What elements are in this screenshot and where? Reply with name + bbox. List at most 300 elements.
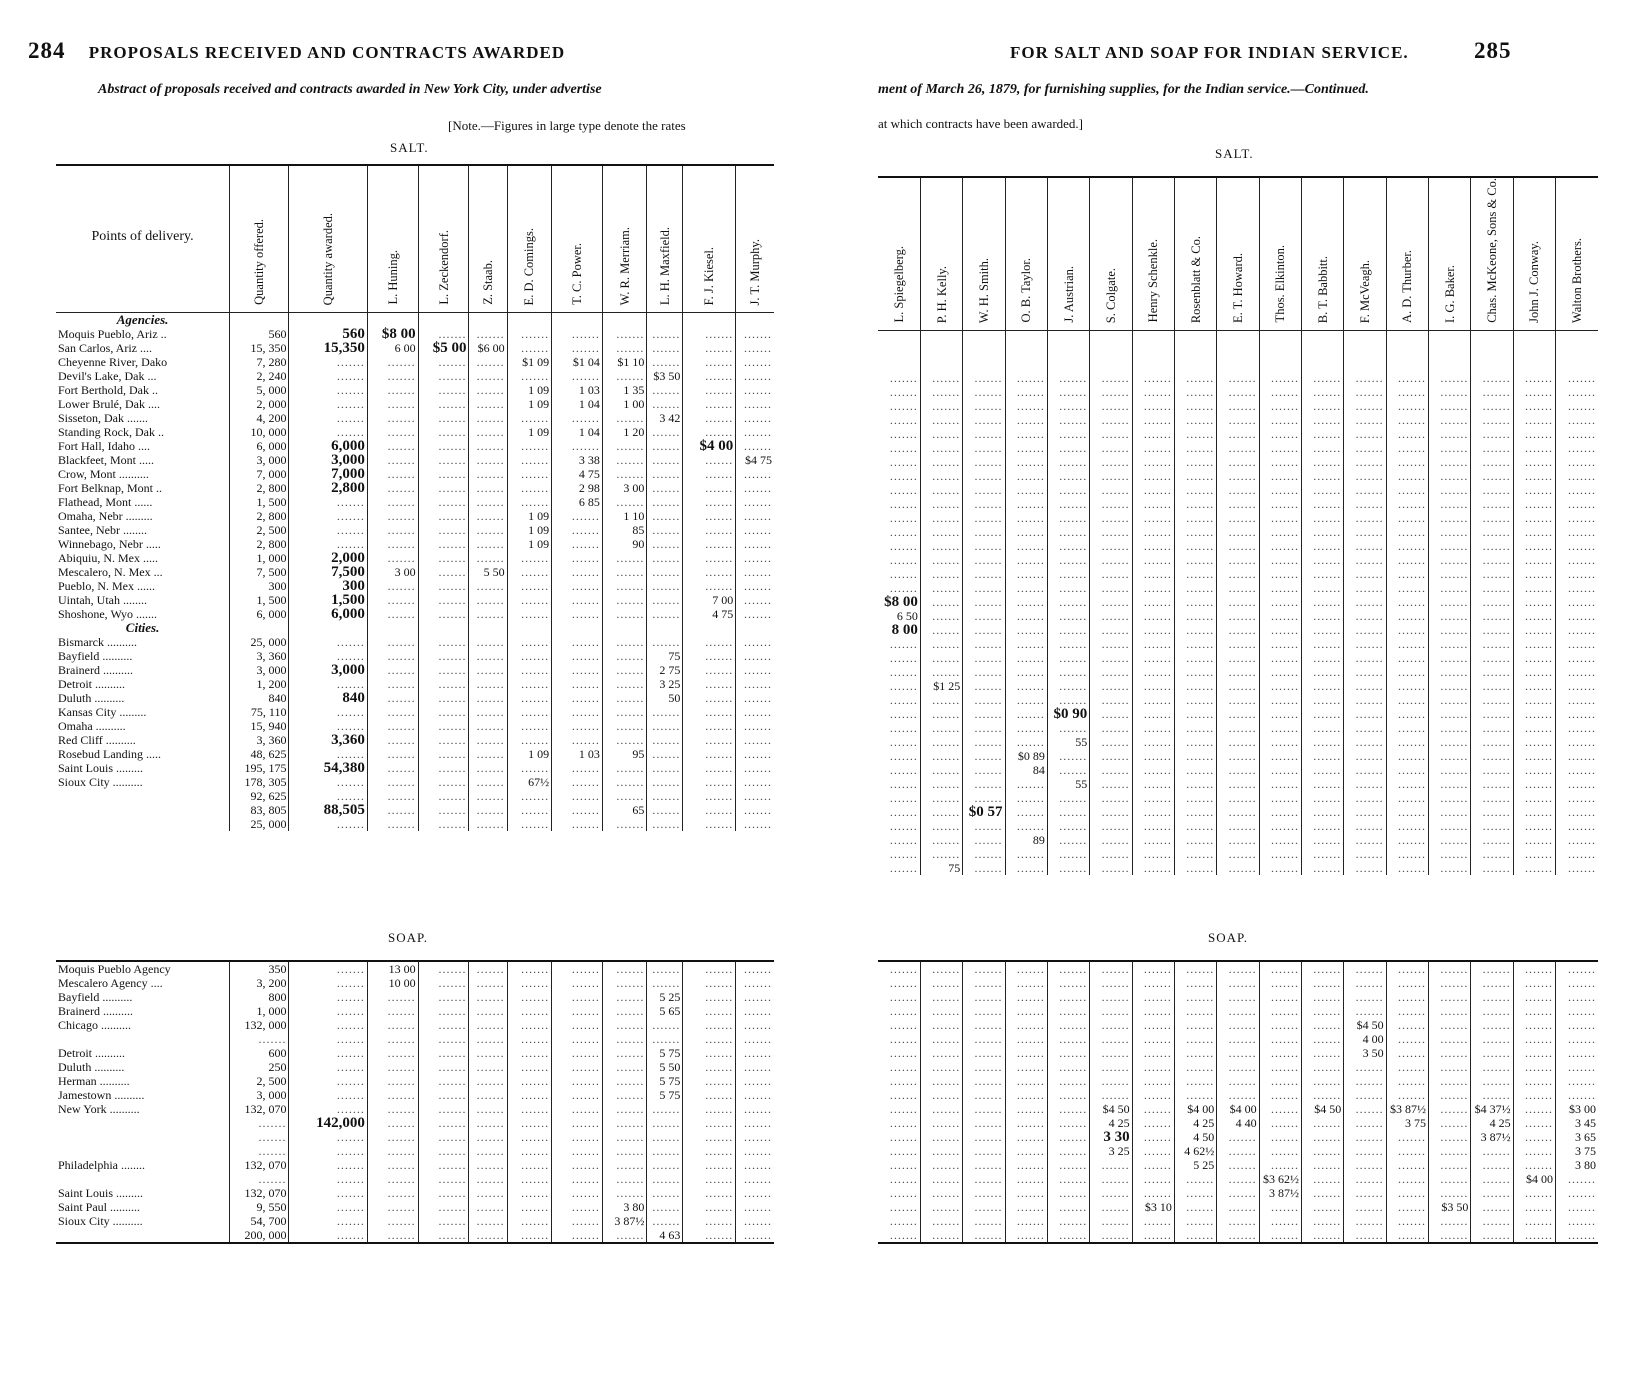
cell-value: .......: [963, 651, 1005, 665]
cell-value: .......: [1217, 1144, 1259, 1158]
cell-value: .......: [1344, 791, 1386, 805]
left-note: [Note.—Figures in large type denote the rates: [448, 118, 686, 133]
cell-value: 89: [1005, 833, 1047, 847]
cell-value: .......: [1047, 637, 1089, 651]
cell-value: .......: [1556, 595, 1599, 609]
cell-value: 300: [289, 579, 367, 593]
column-header-label: S. Colgate.: [1103, 267, 1118, 323]
cell-value: .......: [1428, 861, 1470, 875]
cell-value: .......: [1174, 623, 1216, 637]
cell-value: .......: [1471, 861, 1513, 875]
cell-value: .......: [1386, 1060, 1428, 1074]
cell-value: .......: [647, 383, 683, 397]
cell-value: .......: [1344, 511, 1386, 525]
cell-value: .......: [1132, 609, 1174, 623]
cell-value: .......: [367, 990, 418, 1004]
cell-value: .......: [1428, 609, 1470, 623]
cell-value: .......: [889, 818, 918, 833]
cell-value: .......: [1217, 735, 1259, 749]
column-header: [736, 165, 774, 313]
cell-value: .......: [367, 761, 418, 775]
cell-value: .......: [1090, 539, 1132, 553]
salt-row: [56, 537, 774, 551]
cell-value: .......: [1386, 399, 1428, 413]
cell-value: .......: [920, 805, 962, 819]
cell-value: .......: [1090, 721, 1132, 735]
cell-value: .......: [1047, 525, 1089, 539]
cell-value: .......: [1047, 371, 1089, 385]
cell-value: .......: [889, 1116, 918, 1130]
cell-value: .......: [1344, 623, 1386, 637]
cell-value: .......: [1428, 413, 1470, 427]
cell-value: .......: [736, 1088, 774, 1102]
cell-value: .......: [1513, 721, 1555, 735]
cell-value: .......: [1428, 1074, 1470, 1088]
cell-value: .......: [1344, 483, 1386, 497]
cell-value: .......: [1344, 609, 1386, 623]
cell-value: .......: [1471, 1032, 1513, 1046]
cell-value: .......: [1556, 581, 1599, 595]
cell-value: .......: [1428, 1130, 1470, 1144]
cell-value: .......: [1344, 819, 1386, 833]
cell-value: .......: [1259, 385, 1301, 399]
cell-value: 2, 240: [230, 369, 289, 383]
cell-value: 7, 000: [230, 467, 289, 481]
salt-row: [878, 567, 1598, 581]
cell-value: .......: [889, 510, 918, 525]
cell-value: .......: [1259, 847, 1301, 861]
column-header: [1556, 177, 1599, 330]
cell-value: .......: [736, 369, 774, 383]
cell-value: .......: [1428, 567, 1470, 581]
cell-value: .......: [1174, 413, 1216, 427]
right-header: [1010, 38, 1511, 64]
cell-value: .......: [1513, 805, 1555, 819]
soap-row: [878, 961, 1598, 976]
cell-value: .......: [1259, 483, 1301, 497]
right-page-number: 285: [1473, 38, 1512, 63]
cell-value: .......: [602, 817, 646, 831]
cell-value: 5 25: [1174, 1158, 1216, 1172]
cell-value: .......: [736, 789, 774, 803]
cell-value: .......: [367, 1004, 418, 1018]
cell-value: .......: [683, 663, 736, 677]
cell-value: .......: [963, 1144, 1005, 1158]
cell-value: 2, 500: [230, 523, 289, 537]
cell-value: .......: [1259, 609, 1301, 623]
cell-value: $1 25: [920, 679, 962, 693]
cell-value: .......: [1174, 833, 1216, 847]
cell-value: .......: [889, 720, 918, 735]
city-row: [56, 817, 774, 831]
cell-value: 4 25: [1174, 1116, 1216, 1130]
cell-value: .......: [920, 833, 962, 847]
cell-value: .......: [1047, 385, 1089, 399]
cell-value: .......: [1556, 1060, 1599, 1074]
cell-value: .......: [1301, 1046, 1343, 1060]
cell-value: $4 50: [1090, 1102, 1132, 1116]
empty-cell: [367, 313, 418, 328]
cell-value: .......: [469, 1088, 507, 1102]
cell-value: .......: [1471, 1158, 1513, 1172]
cell-value: .......: [683, 495, 736, 509]
cell-value: .......: [1132, 567, 1174, 581]
cell-value: .......: [1047, 1186, 1089, 1200]
cell-value: 4 25: [1471, 1116, 1513, 1130]
cell-value: .......: [647, 593, 683, 607]
cell-value: .......: [1513, 511, 1555, 525]
cell-value: .......: [1386, 497, 1428, 511]
cell-value: .......: [736, 1046, 774, 1060]
cell-value: $1 04: [552, 355, 603, 369]
cell-value: .......: [418, 1088, 469, 1102]
cell-value: .......: [1217, 777, 1259, 791]
cell-value: .......: [1132, 749, 1174, 763]
cell-value: .......: [920, 791, 962, 805]
cell-value: .......: [647, 733, 683, 747]
cell-value: .......: [602, 677, 646, 691]
cell-value: .......: [1132, 805, 1174, 819]
cell-value: .......: [552, 551, 603, 565]
cell-value: .......: [507, 635, 551, 649]
cell-value: .......: [507, 663, 551, 677]
cell-value: .......: [1090, 371, 1132, 385]
cell-value: .......: [736, 1200, 774, 1214]
cell-value: .......: [1005, 976, 1047, 990]
cell-value: .......: [1132, 497, 1174, 511]
soap-row: [878, 1228, 1598, 1243]
cell-value: .......: [1005, 961, 1047, 976]
cell-value: .......: [289, 747, 367, 761]
cell-value: .......: [1556, 1186, 1599, 1200]
cell-value: .......: [1259, 777, 1301, 791]
cell-value: .......: [230, 1032, 289, 1046]
city-row: [56, 677, 774, 691]
cell-value: .......: [920, 777, 962, 791]
column-header-label: Henry Schenkle.: [1146, 239, 1161, 323]
cell-value: .......: [1556, 497, 1599, 511]
cell-value: .......: [1259, 1102, 1301, 1116]
cell-value: .......: [552, 719, 603, 733]
cell-value: .......: [1005, 371, 1047, 385]
cell-value: .......: [1428, 735, 1470, 749]
cell-value: .......: [552, 411, 603, 425]
cell-value: $3 62½: [1259, 1172, 1301, 1186]
cell-value: .......: [469, 747, 507, 761]
cell-value: .......: [418, 1074, 469, 1088]
cell-value: .......: [1556, 385, 1599, 399]
cell-value: 3, 360: [230, 649, 289, 663]
cell-value: .......: [920, 483, 962, 497]
cell-value: .......: [1513, 609, 1555, 623]
cell-value: .......: [1005, 1172, 1047, 1186]
cell-value: .......: [1047, 651, 1089, 665]
cell-value: .......: [418, 775, 469, 789]
cell-value: 5 50: [647, 1060, 683, 1074]
cell-value: .......: [1386, 847, 1428, 861]
cell-value: .......: [1386, 469, 1428, 483]
cell-value: .......: [552, 369, 603, 383]
cell-value: 55: [1047, 777, 1089, 791]
cell-value: .......: [1132, 441, 1174, 455]
column-header-label: Chas. McKeone, Sons & Co.: [1484, 178, 1499, 323]
cell-value: 2, 800: [230, 509, 289, 523]
cell-value: .......: [1386, 1158, 1428, 1172]
cell-value: .......: [889, 384, 918, 399]
column-header: [920, 177, 962, 330]
cell-value: .......: [367, 1102, 418, 1116]
cell-value: .......: [889, 1046, 918, 1060]
cell-value: .......: [1428, 707, 1470, 721]
cell-value: .......: [1174, 1018, 1216, 1032]
cell-value: .......: [1471, 581, 1513, 595]
cell-value: .......: [1005, 637, 1047, 651]
cell-value: .......: [1217, 399, 1259, 413]
cell-value: .......: [1132, 1214, 1174, 1228]
cell-value: .......: [736, 761, 774, 775]
empty-cell: [647, 313, 683, 328]
cell-value: .......: [889, 790, 918, 805]
cell-value: .......: [647, 1186, 683, 1200]
cell-value: .......: [1005, 651, 1047, 665]
cell-value: .......: [647, 453, 683, 467]
cell-value: .......: [1217, 1018, 1259, 1032]
cell-value: 840: [230, 691, 289, 705]
cell-value: .......: [647, 1200, 683, 1214]
cell-value: .......: [736, 976, 774, 990]
cell-value: .......: [1259, 1004, 1301, 1018]
empty-cell: [1047, 330, 1089, 371]
cell-value: .......: [1132, 763, 1174, 777]
column-header-label: L. H. Maxfield.: [657, 226, 672, 305]
cell-value: .......: [920, 1130, 962, 1144]
cell-value: .......: [469, 775, 507, 789]
salt-row: [878, 413, 1598, 427]
cell-value: .......: [1174, 553, 1216, 567]
cell-value: .......: [289, 1186, 367, 1200]
cell-value: .......: [367, 775, 418, 789]
cell-value: .......: [507, 495, 551, 509]
cell-value: .......: [367, 789, 418, 803]
cell-value: .......: [1386, 1172, 1428, 1186]
cell-value: .......: [1047, 581, 1089, 595]
cell-value: .......: [1471, 976, 1513, 990]
cell-value: .......: [736, 1074, 774, 1088]
cell-value: .......: [1259, 623, 1301, 637]
cell-value: .......: [1471, 679, 1513, 693]
cell-value: .......: [1047, 1102, 1089, 1116]
cell-value: .......: [1386, 1144, 1428, 1158]
cell-value: .......: [1259, 371, 1301, 385]
column-header-label: E. T. Howard.: [1230, 252, 1245, 323]
cell-value: .......: [963, 539, 1005, 553]
cell-value: .......: [889, 580, 918, 595]
cell-value: .......: [920, 651, 962, 665]
cell-value: .......: [1090, 1046, 1132, 1060]
salt-row: [56, 607, 774, 621]
cell-value: 195, 175: [230, 761, 289, 775]
cell-value: .......: [1513, 735, 1555, 749]
cell-value: .......: [963, 385, 1005, 399]
place-name: Sioux City ..........: [58, 775, 143, 789]
cell-value: 4 00: [1344, 1032, 1386, 1046]
cell-value: .......: [889, 804, 918, 819]
cell-value: .......: [1513, 1004, 1555, 1018]
cell-value: .......: [963, 455, 1005, 469]
cell-value: .......: [289, 523, 367, 537]
empty-cell: [683, 621, 736, 635]
cell-value: .......: [1513, 539, 1555, 553]
cell-value: .......: [552, 635, 603, 649]
cell-value: .......: [552, 1116, 603, 1130]
cell-value: .......: [920, 1144, 962, 1158]
cell-value: .......: [507, 1060, 551, 1074]
cell-value: .......: [1090, 427, 1132, 441]
cell-value: .......: [963, 847, 1005, 861]
city-row: [878, 749, 1598, 763]
cell-value: 6,000: [289, 439, 367, 453]
cell-value: .......: [602, 467, 646, 481]
cell-value: .......: [1174, 469, 1216, 483]
cell-value: .......: [1301, 990, 1343, 1004]
cell-value: .......: [1471, 791, 1513, 805]
cell-value: .......: [230, 1130, 289, 1144]
right-running-head: FOR SALT AND SOAP FOR INDIAN SERVICE.: [1010, 43, 1409, 62]
cell-value: .......: [602, 961, 646, 976]
place-name: [56, 1172, 230, 1186]
cell-value: .......: [1174, 455, 1216, 469]
cell-value: .......: [963, 511, 1005, 525]
place-name: Devil's Lake, Dak ...: [58, 369, 157, 383]
column-header: [647, 165, 683, 313]
place-name: Fort Hall, Idaho ....: [58, 439, 150, 453]
cell-value: .......: [889, 1214, 918, 1228]
cell-value: 2 75: [647, 663, 683, 677]
cell-value: .......: [1047, 679, 1089, 693]
cell-value: .......: [963, 483, 1005, 497]
empty-cell: [230, 313, 289, 328]
cell-value: .......: [683, 1214, 736, 1228]
cell-value: .......: [1301, 1214, 1343, 1228]
cell-value: .......: [418, 961, 469, 976]
cell-value: .......: [1344, 693, 1386, 707]
cell-value: .......: [1344, 1130, 1386, 1144]
cell-value: .......: [1428, 637, 1470, 651]
cell-value: .......: [469, 537, 507, 551]
cell-value: .......: [1259, 581, 1301, 595]
place-name: Duluth ..........: [58, 1060, 125, 1074]
cell-value: .......: [1047, 567, 1089, 581]
cell-value: .......: [469, 1004, 507, 1018]
cell-value: .......: [1428, 455, 1470, 469]
cell-value: .......: [602, 439, 646, 453]
cell-value: .......: [889, 552, 918, 567]
salt-row: [878, 455, 1598, 469]
cell-value: .......: [647, 495, 683, 509]
cell-value: .......: [469, 1158, 507, 1172]
soap-row: [878, 1004, 1598, 1018]
cell-value: 1, 200: [230, 677, 289, 691]
empty-cell: [1556, 330, 1599, 371]
cell-value: .......: [1090, 707, 1132, 721]
cell-value: .......: [1132, 1158, 1174, 1172]
salt-row: [878, 595, 1598, 609]
cell-value: .......: [1047, 1046, 1089, 1060]
cell-value: .......: [289, 355, 367, 369]
cell-value: .......: [683, 425, 736, 439]
cell-value: .......: [1301, 483, 1343, 497]
cell-value: .......: [1005, 693, 1047, 707]
cell-value: .......: [1005, 469, 1047, 483]
cell-value: .......: [507, 593, 551, 607]
cell-value: .......: [736, 990, 774, 1004]
cell-value: .......: [963, 777, 1005, 791]
cell-value: .......: [920, 665, 962, 679]
cell-value: .......: [920, 763, 962, 777]
cell-value: 350: [230, 961, 289, 976]
cell-value: .......: [1090, 385, 1132, 399]
cell-value: .......: [889, 412, 918, 427]
cell-value: .......: [963, 609, 1005, 623]
cell-value: .......: [552, 691, 603, 705]
cell-value: .......: [889, 538, 918, 553]
cell-value: .......: [367, 663, 418, 677]
cell-value: .......: [683, 523, 736, 537]
cell-value: .......: [1005, 595, 1047, 609]
cell-value: .......: [1556, 1228, 1599, 1243]
cell-value: 95: [602, 747, 646, 761]
place-name: Lower Brulé, Dak ....: [58, 397, 160, 411]
cell-value: .......: [683, 579, 736, 593]
cell-value: .......: [1344, 385, 1386, 399]
cell-value: .......: [963, 990, 1005, 1004]
cell-value: .......: [1174, 961, 1216, 976]
cell-value: .......: [1132, 455, 1174, 469]
column-header-label: Quantity offered.: [252, 219, 267, 305]
cell-value: .......: [1301, 721, 1343, 735]
empty-cell: [1301, 330, 1343, 371]
column-header-label: O. B. Taylor.: [1019, 258, 1034, 323]
cell-value: .......: [963, 1102, 1005, 1116]
cell-value: .......: [507, 761, 551, 775]
cell-value: .......: [1471, 1060, 1513, 1074]
cell-value: .......: [1556, 469, 1599, 483]
cell-value: .......: [1217, 833, 1259, 847]
cell-value: 25, 000: [230, 817, 289, 831]
salt-row: [878, 441, 1598, 455]
cell-value: 10, 000: [230, 425, 289, 439]
cell-value: .......: [1047, 1116, 1089, 1130]
cell-value: .......: [1428, 777, 1470, 791]
cell-value: .......: [367, 467, 418, 481]
soap-row: [56, 1144, 774, 1158]
cell-value: .......: [683, 649, 736, 663]
cell-value: .......: [1005, 1130, 1047, 1144]
cell-value: .......: [683, 355, 736, 369]
cell-value: .......: [1471, 1046, 1513, 1060]
cell-value: 1 09: [507, 397, 551, 411]
cell-value: .......: [367, 1074, 418, 1088]
cell-value: .......: [920, 1214, 962, 1228]
city-row: [878, 693, 1598, 707]
cell-value: .......: [1301, 1116, 1343, 1130]
cell-value: .......: [1556, 525, 1599, 539]
soap-row: [878, 1018, 1598, 1032]
cell-value: .......: [1471, 1018, 1513, 1032]
cell-value: .......: [469, 1032, 507, 1046]
place-name: Winnebago, Nebr .....: [58, 537, 161, 551]
cell-value: .......: [1217, 707, 1259, 721]
